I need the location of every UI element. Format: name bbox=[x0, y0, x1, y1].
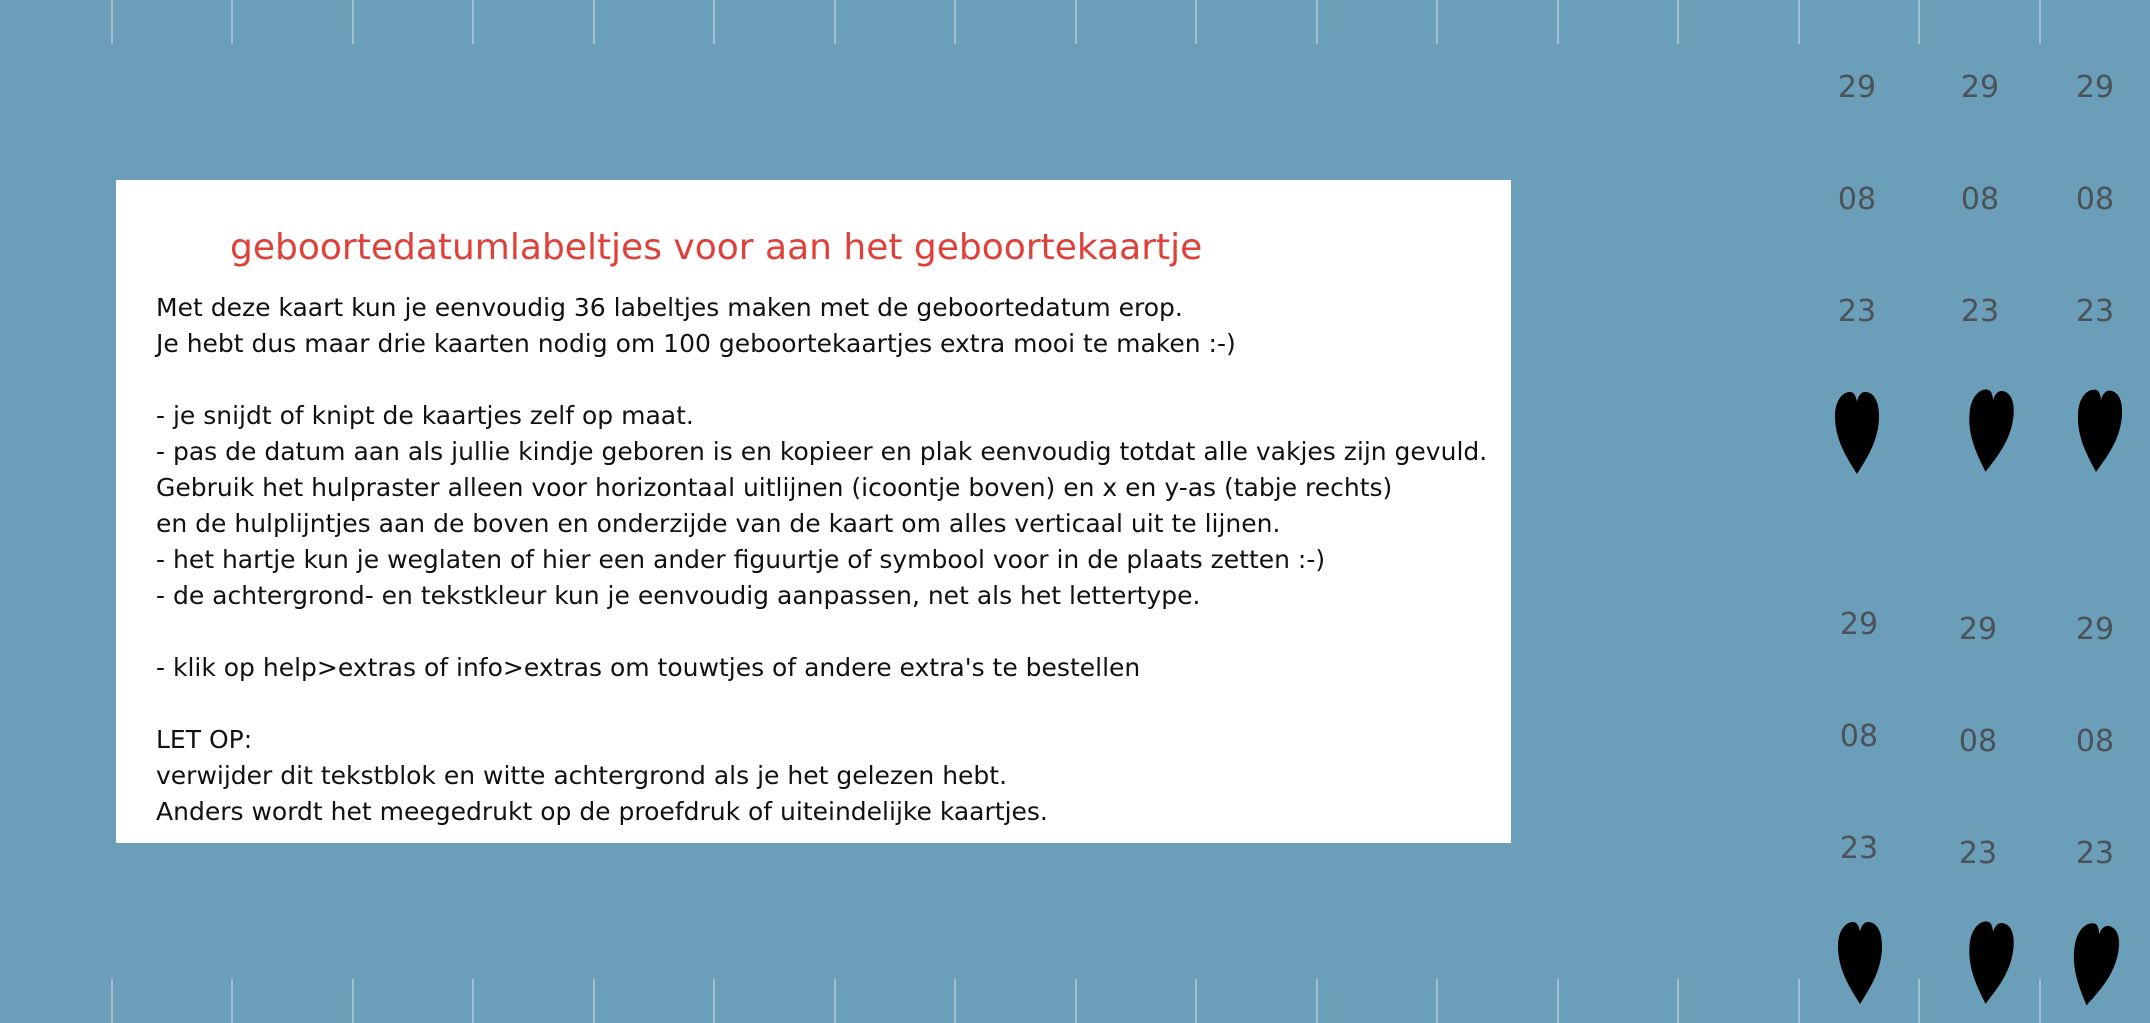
instruction-line: Anders wordt het meegedrukt op de proefdruk of uiteindelijke kaartjes. bbox=[156, 797, 1048, 826]
heart-icon[interactable] bbox=[1833, 388, 1881, 474]
label-day[interactable]: 29 bbox=[1960, 70, 2000, 105]
label-day[interactable]: 29 bbox=[1958, 612, 1998, 647]
instruction-line: Gebruik het hulpraster alleen voor horizontaal uitlijnen (icoontje boven) en x en y-as (tabje rechts) bbox=[156, 473, 1393, 502]
instruction-line bbox=[156, 686, 1471, 722]
guide-tick-top bbox=[1677, 0, 1679, 44]
guide-tick-top bbox=[713, 0, 715, 44]
guide-tick-top bbox=[954, 0, 956, 44]
instruction-text-block[interactable] bbox=[116, 180, 1511, 843]
label-month[interactable]: 08 bbox=[1839, 719, 1879, 754]
instruction-line: en de hulplijntjes aan de boven en onderzijde van de kaart om alles verticaal uit te lijnen. bbox=[156, 509, 1281, 538]
instruction-line bbox=[156, 362, 1471, 398]
heart-icon[interactable] bbox=[1836, 918, 1884, 1004]
guide-tick-bottom bbox=[352, 979, 354, 1023]
guide-tick-top bbox=[1436, 0, 1438, 44]
guide-tick-top bbox=[1195, 0, 1197, 44]
instruction-line: - het hartje kun je weglaten of hier een ander figuurtje of symbool voor in de plaats zetten :-) bbox=[156, 545, 1326, 574]
label-month[interactable]: 08 bbox=[1958, 724, 1998, 759]
guide-tick-top bbox=[1557, 0, 1559, 44]
instruction-line bbox=[156, 614, 1471, 650]
guide-tick-bottom bbox=[231, 979, 233, 1023]
label-day[interactable]: 29 bbox=[1839, 607, 1879, 642]
label-month[interactable]: 08 bbox=[2075, 724, 2115, 759]
heart-icon[interactable] bbox=[1962, 916, 2019, 1007]
guide-tick-bottom bbox=[1918, 979, 1920, 1023]
label-year[interactable]: 23 bbox=[1839, 831, 1879, 866]
guide-tick-bottom bbox=[2039, 979, 2041, 1023]
guide-tick-bottom bbox=[1677, 979, 1679, 1023]
instruction-line: - klik op help>extras of info>extras om touwtjes of andere extra's te bestellen bbox=[156, 653, 1141, 682]
guide-tick-top bbox=[231, 0, 233, 44]
guide-tick-bottom bbox=[1557, 979, 1559, 1023]
guide-tick-bottom bbox=[834, 979, 836, 1023]
guide-tick-bottom bbox=[1436, 979, 1438, 1023]
label-month[interactable]: 08 bbox=[1960, 182, 2000, 217]
guide-tick-top bbox=[472, 0, 474, 44]
instruction-line: - de achtergrond- en tekstkleur kun je eenvoudig aanpassen, net als het lettertype. bbox=[156, 581, 1201, 610]
guide-tick-top bbox=[1075, 0, 1077, 44]
heart-icon[interactable] bbox=[1962, 384, 2019, 475]
label-day[interactable]: 29 bbox=[2075, 612, 2115, 647]
guide-tick-bottom bbox=[472, 979, 474, 1023]
instruction-title[interactable]: geboortedatumlabeltjes voor aan het geboortekaartje bbox=[230, 227, 1203, 268]
heart-icon[interactable] bbox=[2063, 916, 2125, 1009]
instruction-line: verwijder dit tekstblok en witte achtergrond als je het gelezen hebt. bbox=[156, 761, 1008, 790]
label-month[interactable]: 08 bbox=[1837, 182, 1877, 217]
label-day[interactable]: 29 bbox=[2075, 70, 2115, 105]
heart-icon[interactable] bbox=[2072, 384, 2126, 473]
label-day[interactable]: 29 bbox=[1837, 70, 1877, 105]
instruction-line: - je snijdt of knipt de kaartjes zelf op maat. bbox=[156, 401, 694, 430]
label-year[interactable]: 23 bbox=[1960, 294, 2000, 329]
guide-tick-top bbox=[1918, 0, 1920, 44]
guide-tick-bottom bbox=[1075, 979, 1077, 1023]
label-month[interactable]: 08 bbox=[2075, 182, 2115, 217]
guide-tick-bottom bbox=[1195, 979, 1197, 1023]
guide-tick-bottom bbox=[1316, 979, 1318, 1023]
instruction-line: - pas de datum aan als jullie kindje geboren is en kopieer en plak eenvoudig totdat alle vakjes zijn gevuld. bbox=[156, 437, 1488, 466]
guide-tick-top bbox=[1316, 0, 1318, 44]
guide-tick-top bbox=[834, 0, 836, 44]
guide-tick-top bbox=[1798, 0, 1800, 44]
guide-tick-bottom bbox=[111, 979, 113, 1023]
instruction-line: LET OP: bbox=[156, 725, 253, 754]
instruction-line: Je hebt dus maar drie kaarten nodig om 100 geboortekaartjes extra mooi te maken :-) bbox=[156, 329, 1236, 358]
guide-tick-top bbox=[111, 0, 113, 44]
guide-tick-bottom bbox=[954, 979, 956, 1023]
label-year[interactable]: 23 bbox=[1958, 836, 1998, 871]
guide-tick-bottom bbox=[713, 979, 715, 1023]
guide-tick-bottom bbox=[1798, 979, 1800, 1023]
instruction-line: Met deze kaart kun je eenvoudig 36 labeltjes maken met de geboortedatum erop. bbox=[156, 293, 1183, 322]
label-year[interactable]: 23 bbox=[2075, 836, 2115, 871]
guide-tick-bottom bbox=[593, 979, 595, 1023]
guide-tick-top bbox=[593, 0, 595, 44]
guide-tick-top bbox=[2039, 0, 2041, 44]
guide-tick-top bbox=[352, 0, 354, 44]
label-year[interactable]: 23 bbox=[2075, 294, 2115, 329]
instruction-body[interactable] bbox=[156, 290, 1488, 830]
label-year[interactable]: 23 bbox=[1837, 294, 1877, 329]
